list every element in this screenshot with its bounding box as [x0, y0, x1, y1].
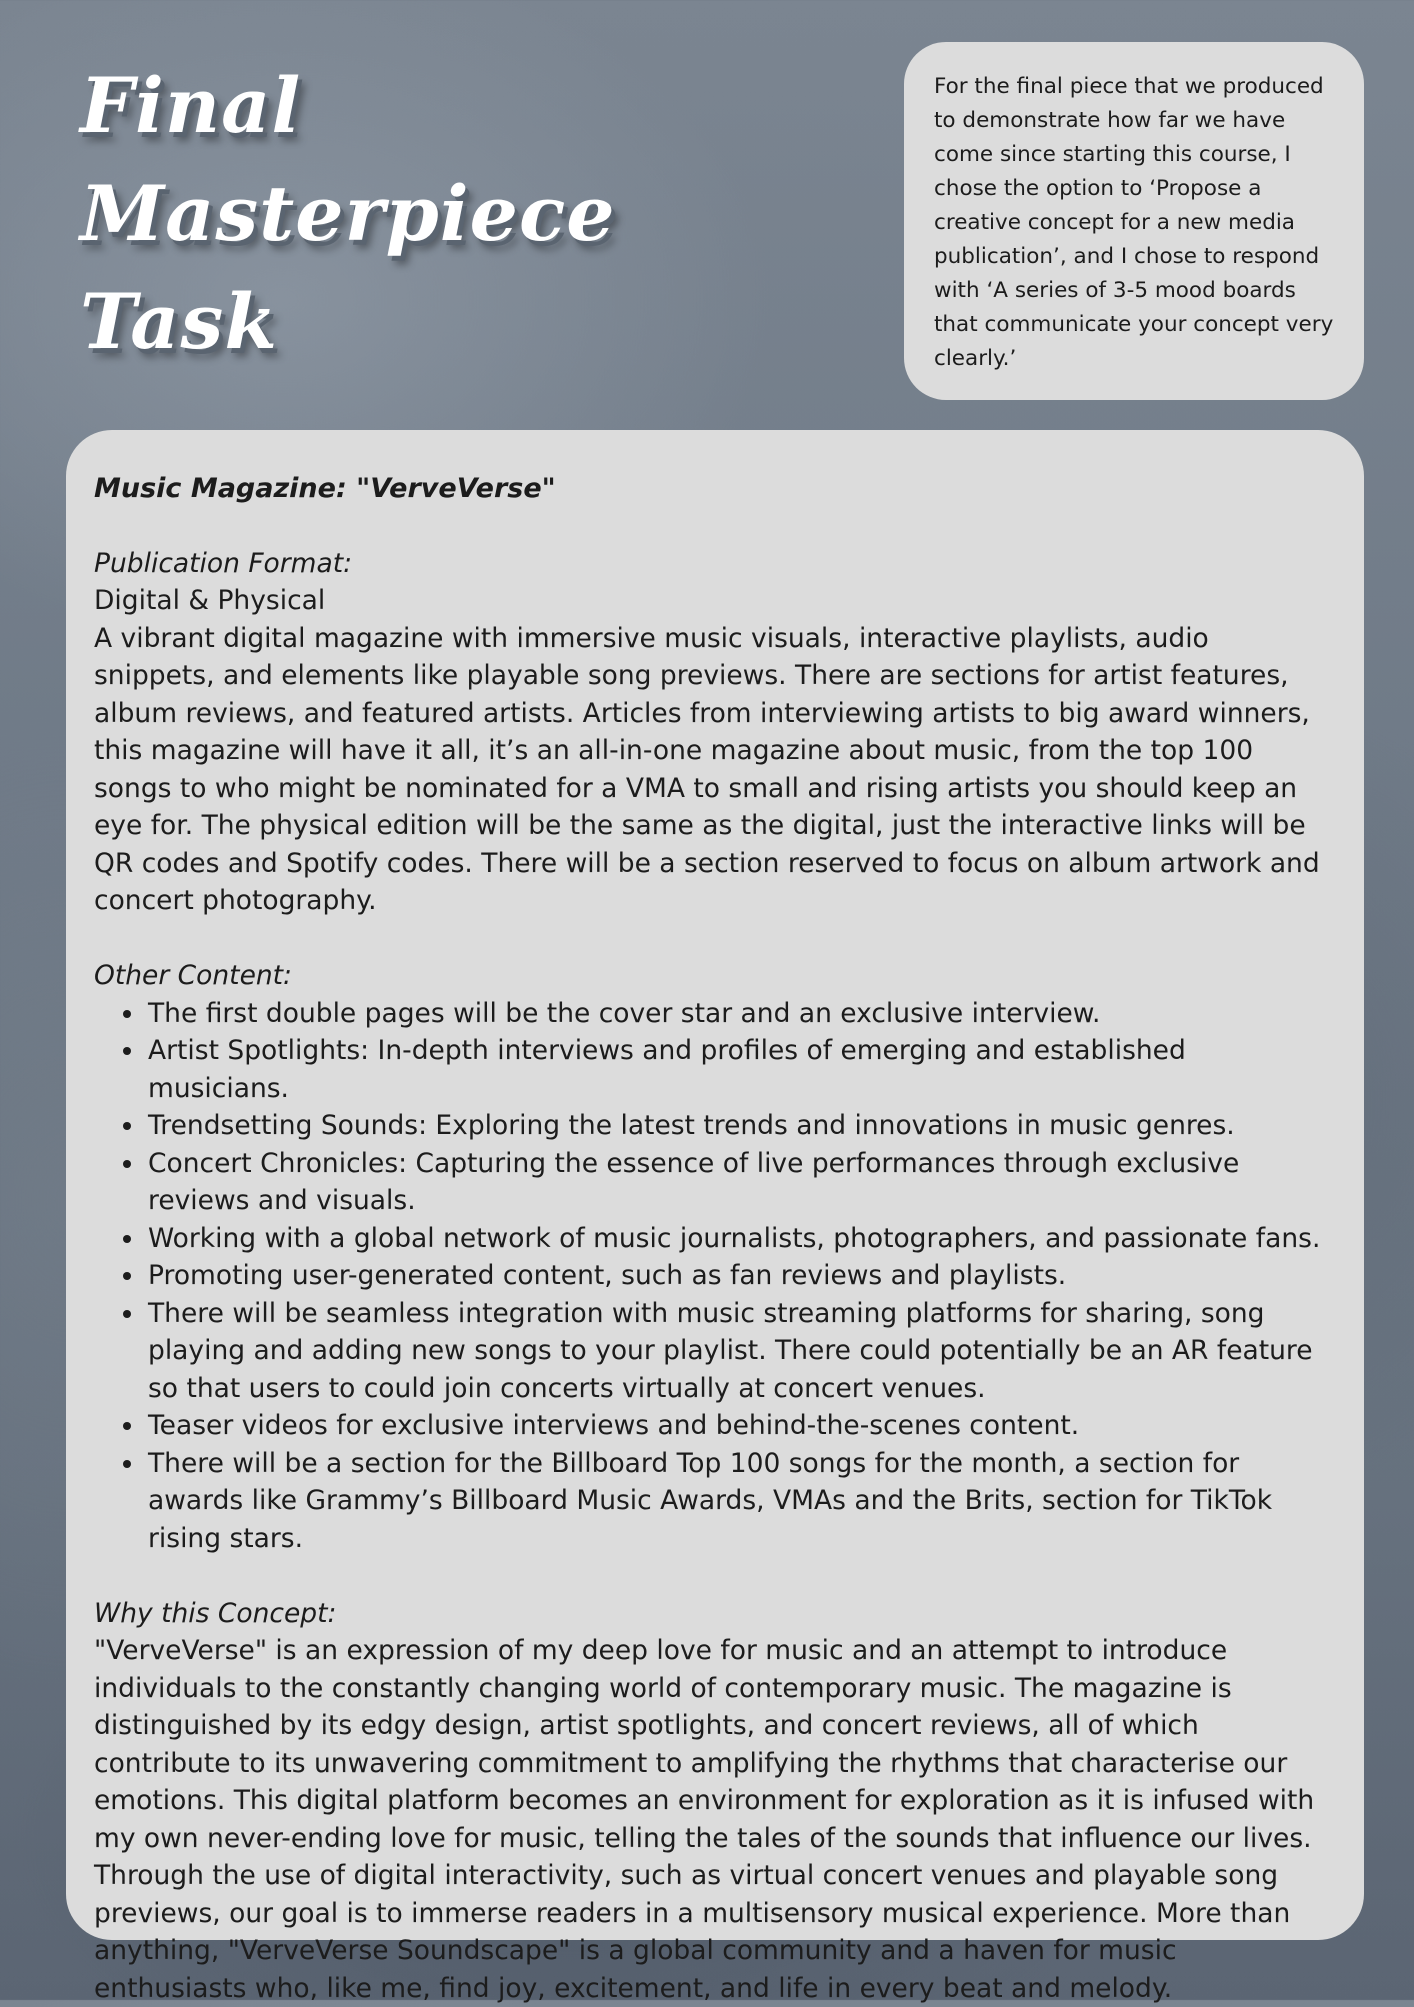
list-item: • Working with a global network of music journalists, photographers, and passionate fans.	[146, 1220, 1334, 1258]
publication-format-description: A vibrant digital magazine with immersive music visuals, interactive playlists, audio snippets, and elements like playable song previews. There are sections for artist features, album reviews, and featured artists. Articles from interviewing artists to big award winners, this magazine will have it all, it’s an all-in-one magazine about music, from the top 100 songs to who might be nominated for a VMA to small and rising artists you should keep an eye for. The physical edition will be the same as the digital, just the interactive links will be QR codes and Spotify codes. There will be a section reserved to focus on album artwork and concert photography.	[94, 622, 1320, 916]
title-line-3: Task	[80, 277, 278, 366]
why-concept-text: "VerveVerse" is an expression of my deep love for music and an attempt to introduce individuals to the constantly changing world of contemporary music. The magazine is distinguished by its edgy design, artist spotlights, and concert reviews, all of which contribute to its unwavering commitment to amplifying the rhythms that characterise our emotions. This digital platform becomes an environment for exploration as it is infused with my own never-ending love for music, telling the tales of the sounds that influence our lives. Through the use of digital interactivity, such as virtual concert venues and playable song previews, our goal is to immerse readers in a multisensory musical experience. More than anything, "VerveVerse Soundscape" is a global community and a haven for music enthusiasts who, like me, find joy, excitement, and life in every beat and melody.	[94, 1635, 1315, 2004]
list-item: • There will be a section for the Billboard Top 100 songs for the month, a section for awards like Grammy’s Billboard Music Awards, VMAs and the Brits, section for TikTok rising stars.	[146, 1445, 1334, 1558]
list-item: • The first double pages will be the cover star and an exclusive interview.	[146, 995, 1334, 1033]
other-content-list	[94, 995, 1334, 1558]
page-title	[80, 52, 616, 376]
main-content-card	[66, 430, 1364, 2004]
other-content-heading: Other Content:	[94, 960, 292, 991]
publication-format-heading: Publication Format:	[94, 547, 353, 579]
list-item: • Trendsetting Sounds: Exploring the latest trends and innovations in music genres.	[146, 1107, 1334, 1145]
magazine-title: Music Magazine: "VerveVerse"	[94, 473, 556, 504]
publication-format-value: Digital & Physical	[94, 585, 326, 616]
list-item: • Teaser videos for exclusive interviews and behind-the-scenes content.	[146, 1407, 1334, 1445]
intro-text: For the final piece that we produced to demonstrate how far we have come since starting this course, I chose the option to ‘Propose a creative concept for a new media publication’, and I chose to respond with ‘A series of 3-5 mood boards that communicate your concept very clearly.’	[934, 74, 1334, 371]
list-item: • Artist Spotlights: In-depth interviews and profiles of emerging and established musicians.	[146, 1032, 1334, 1107]
intro-box	[904, 42, 1364, 400]
title-line-2: Masterpiece	[80, 169, 616, 258]
list-item: • Promoting user-generated content, such as fan reviews and playlists.	[146, 1257, 1334, 1295]
why-concept-heading: Why this Concept:	[94, 1597, 337, 1629]
title-line-1: Final	[80, 61, 302, 150]
list-item: • There will be seamless integration with music streaming platforms for sharing, song playing and adding new songs to your playlist. There could potentially be an AR feature so that users to could join concerts virtually at concert venues.	[146, 1295, 1334, 1408]
list-item: • Concert Chronicles: Capturing the essence of live performances through exclusive reviews and visuals.	[146, 1145, 1334, 1220]
